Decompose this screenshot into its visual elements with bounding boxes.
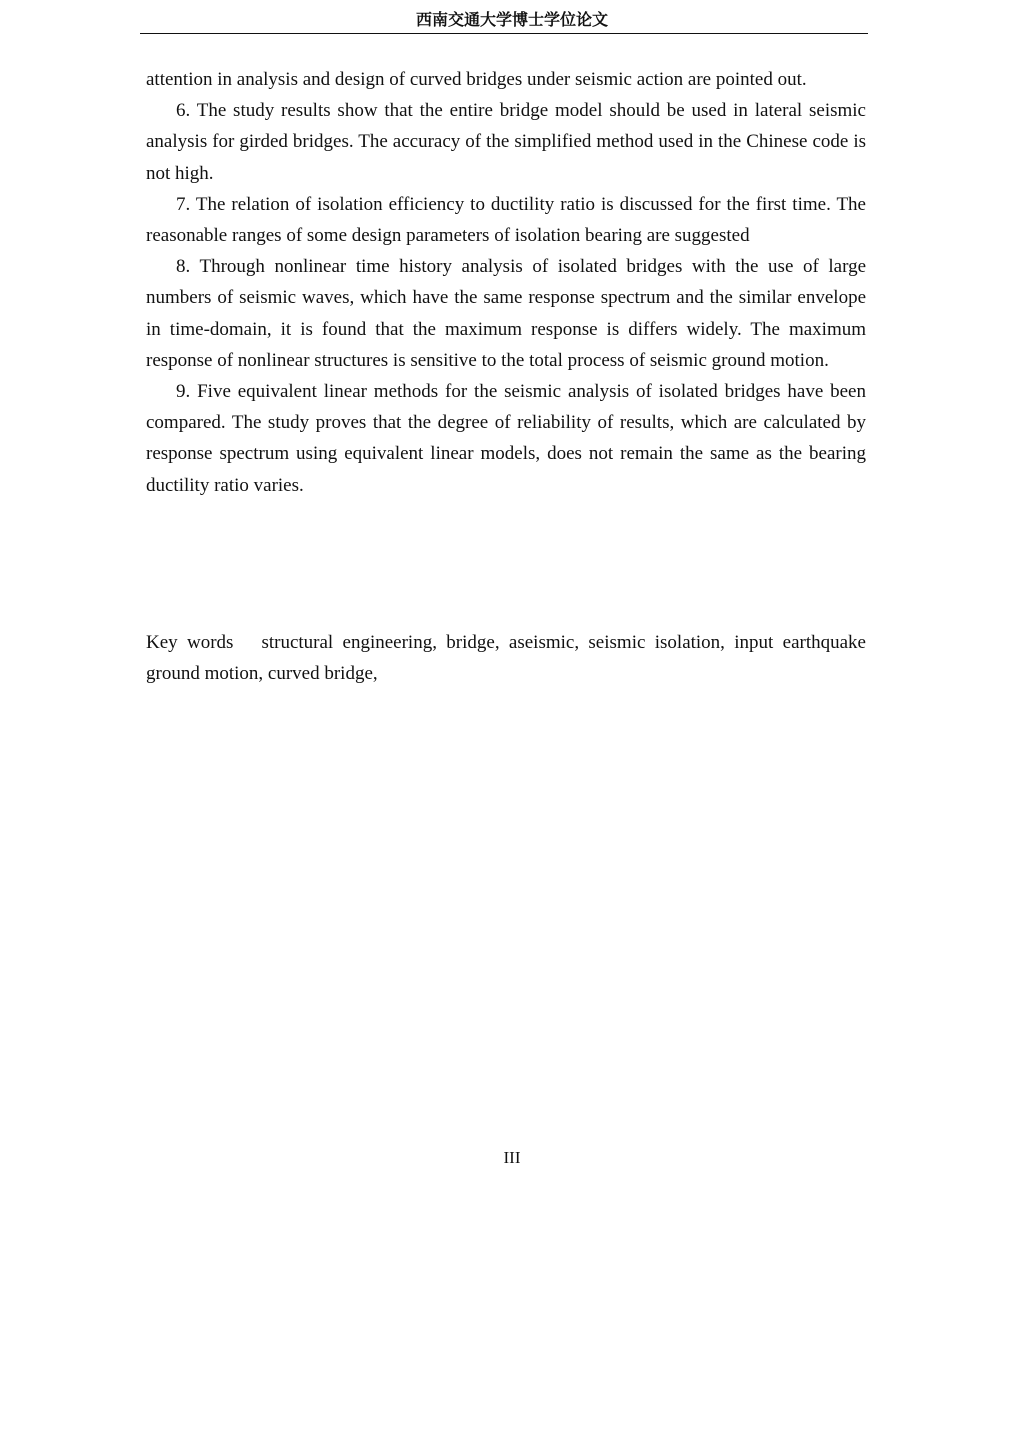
running-header: 西南交通大学博士学位论文 (415, 10, 608, 29)
page-number: III (503, 1148, 521, 1167)
header-rule (140, 33, 868, 34)
abstract-body (146, 64, 866, 501)
abstract-item-8: 8. Through nonlinear time history analysis of isolated bridges with the use of large numbers of seismic waves, which have the same response spectrum and the similar envelope in time-domain, it is found that the maximum response is differs widely. The maximum response of nonlinear structures is sensitive to the total process of seismic ground motion. (146, 256, 866, 371)
abstract-item-6: 6. The study results show that the entire bridge model should be used in lateral seismic analysis for girded bridges. The accuracy of the simplified method used in the Chinese code is not high. (146, 100, 866, 184)
abstract-item-7: 7. The relation of isolation efficiency to ductility ratio is discussed for the first time. The reasonable ranges of some design parameters of isolation bearing are suggested (146, 193, 866, 247)
keywords-text: structural engineering, bridge, aseismic, seismic isolation, input earthquake ground motion, curved bridge, (146, 632, 866, 685)
continuation-paragraph: attention in analysis and design of curved bridges under seismic action are pointed out. (146, 69, 807, 90)
keywords-label: Key words (146, 632, 234, 653)
keywords-section (146, 627, 866, 689)
abstract-item-9: 9. Five equivalent linear methods for the seismic analysis of isolated bridges have been compared. The study proves that the degree of reliability of results, which are calculated by response spectrum using equivalent linear models, does not remain the same as the bearing ductility ratio varies. (146, 381, 866, 496)
